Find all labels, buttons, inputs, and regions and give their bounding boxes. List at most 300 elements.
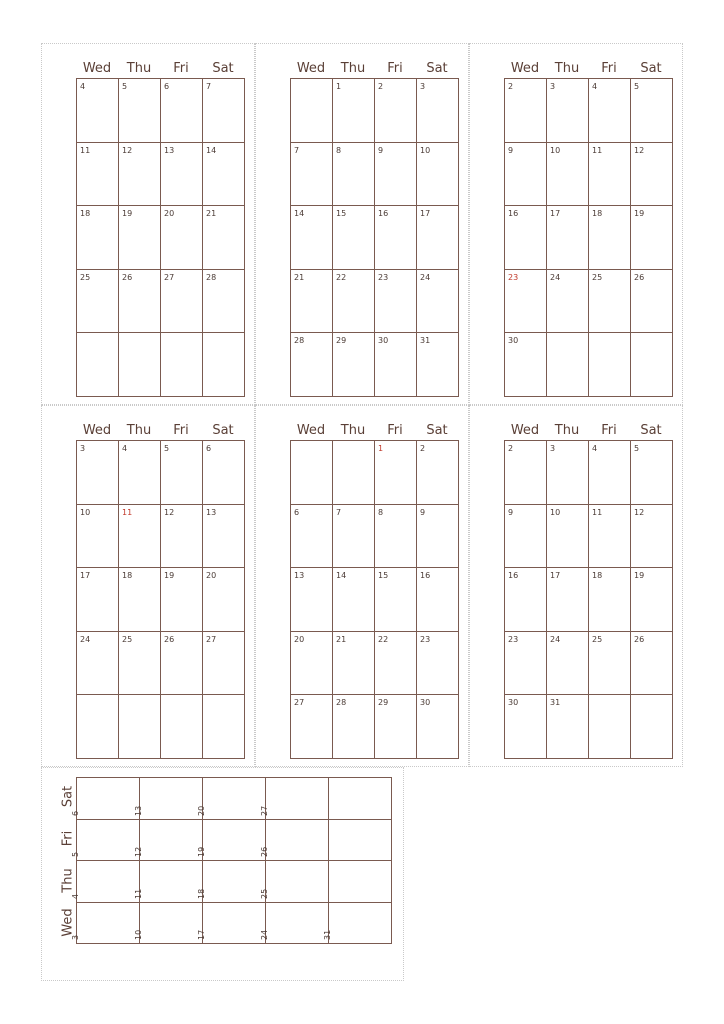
day-cell[interactable] bbox=[161, 142, 203, 206]
day-cell[interactable] bbox=[631, 206, 673, 270]
day-number: 10 bbox=[550, 145, 561, 155]
day-number: 23 bbox=[508, 634, 519, 644]
day-cell[interactable] bbox=[589, 206, 631, 270]
day-number: 24 bbox=[260, 929, 269, 940]
week-row bbox=[291, 504, 459, 568]
day-cell[interactable] bbox=[203, 206, 245, 270]
day-number: 11 bbox=[592, 145, 603, 155]
day-cell[interactable] bbox=[589, 568, 631, 632]
day-number: 4 bbox=[122, 444, 128, 453]
day-number: 20 bbox=[294, 634, 305, 644]
day-number: 3 bbox=[420, 82, 426, 91]
day-cell[interactable] bbox=[333, 206, 375, 270]
day-number: 27 bbox=[164, 272, 175, 282]
day-cell[interactable] bbox=[333, 441, 375, 505]
day-number: 3 bbox=[71, 934, 80, 940]
month-grid bbox=[290, 78, 459, 397]
day-cell[interactable] bbox=[291, 142, 333, 206]
week-row bbox=[291, 206, 459, 270]
weekday-row bbox=[77, 902, 392, 944]
day-number: 8 bbox=[336, 145, 342, 155]
day-cell[interactable] bbox=[203, 142, 245, 206]
day-cell[interactable] bbox=[291, 79, 333, 143]
weekday-header: Thu bbox=[554, 423, 580, 438]
day-cell[interactable] bbox=[631, 695, 673, 759]
day-cell[interactable] bbox=[547, 79, 589, 143]
day-cell[interactable] bbox=[547, 333, 589, 397]
day-cell[interactable] bbox=[77, 142, 119, 206]
day-number: 24 bbox=[550, 634, 561, 644]
day-cell[interactable] bbox=[119, 695, 161, 759]
weekday-header: Wed bbox=[296, 423, 326, 438]
week-row bbox=[291, 631, 459, 695]
day-cell[interactable] bbox=[260, 861, 329, 903]
weekday-header: Thu bbox=[340, 423, 366, 438]
day-cell[interactable] bbox=[197, 778, 266, 820]
day-cell[interactable] bbox=[161, 441, 203, 505]
day-number: 19 bbox=[122, 209, 133, 218]
day-cell[interactable] bbox=[77, 333, 119, 397]
day-cell[interactable] bbox=[329, 861, 392, 903]
month-grid-rotated bbox=[71, 777, 392, 944]
day-number: 23 bbox=[420, 634, 431, 644]
day-number: 6 bbox=[164, 82, 170, 91]
weekday-row bbox=[77, 819, 392, 861]
day-number: 12 bbox=[134, 846, 143, 857]
day-cell[interactable] bbox=[119, 142, 161, 206]
day-number: 11 bbox=[80, 145, 91, 155]
day-cell[interactable] bbox=[161, 568, 203, 632]
day-cell[interactable] bbox=[505, 333, 547, 397]
day-number: 9 bbox=[508, 507, 514, 517]
weekday-header: Wed bbox=[510, 423, 540, 438]
day-number: 4 bbox=[592, 82, 598, 91]
week-row bbox=[505, 79, 673, 143]
day-cell[interactable] bbox=[203, 695, 245, 759]
day-number: 16 bbox=[508, 209, 519, 218]
day-cell[interactable] bbox=[77, 568, 119, 632]
day-number: 6 bbox=[206, 444, 212, 453]
day-cell[interactable] bbox=[417, 333, 459, 397]
day-number: 30 bbox=[508, 336, 519, 345]
day-cell[interactable] bbox=[77, 206, 119, 270]
day-cell[interactable] bbox=[417, 142, 459, 206]
day-cell[interactable] bbox=[161, 695, 203, 759]
month-grid bbox=[76, 440, 245, 759]
day-cell[interactable] bbox=[161, 504, 203, 568]
weekday-header: Thu bbox=[126, 61, 152, 76]
week-row bbox=[291, 695, 459, 759]
day-number: 10 bbox=[134, 929, 143, 940]
day-number: 10 bbox=[550, 507, 561, 517]
weekday-row bbox=[77, 861, 392, 903]
day-cell[interactable] bbox=[547, 695, 589, 759]
day-cell[interactable] bbox=[631, 568, 673, 632]
day-cell[interactable] bbox=[71, 861, 140, 903]
day-number: 25 bbox=[260, 888, 269, 899]
week-row bbox=[291, 269, 459, 333]
week-row bbox=[505, 142, 673, 206]
day-cell[interactable] bbox=[291, 441, 333, 505]
day-cell[interactable] bbox=[375, 142, 417, 206]
day-number: 6 bbox=[71, 810, 80, 816]
day-cell[interactable] bbox=[589, 631, 631, 695]
day-number: 16 bbox=[508, 571, 519, 580]
day-number: 5 bbox=[634, 82, 640, 91]
day-cell[interactable] bbox=[589, 142, 631, 206]
day-number: 19 bbox=[164, 571, 175, 580]
day-cell[interactable] bbox=[505, 695, 547, 759]
day-number: 17 bbox=[550, 209, 561, 218]
day-cell[interactable] bbox=[203, 504, 245, 568]
day-number: 27 bbox=[206, 634, 217, 644]
day-cell[interactable] bbox=[291, 333, 333, 397]
day-cell[interactable] bbox=[547, 504, 589, 568]
weekday-header: Fri bbox=[387, 423, 403, 438]
day-number: 11 bbox=[122, 507, 133, 517]
day-cell[interactable] bbox=[589, 695, 631, 759]
day-cell[interactable] bbox=[589, 333, 631, 397]
day-cell[interactable] bbox=[547, 206, 589, 270]
day-cell[interactable] bbox=[323, 902, 392, 944]
day-cell[interactable] bbox=[589, 504, 631, 568]
weekday-header: Sat bbox=[426, 423, 448, 438]
week-row bbox=[77, 333, 245, 397]
weekday-header: Wed bbox=[60, 908, 76, 937]
day-number: 14 bbox=[336, 571, 347, 580]
day-cell[interactable] bbox=[203, 269, 245, 333]
day-number: 26 bbox=[164, 634, 175, 644]
day-number: 20 bbox=[206, 571, 217, 580]
day-cell[interactable] bbox=[71, 778, 140, 820]
day-cell[interactable] bbox=[505, 504, 547, 568]
day-number: 3 bbox=[80, 444, 86, 453]
day-number: 16 bbox=[378, 209, 389, 218]
weekday-header: Sat bbox=[426, 61, 448, 76]
day-cell[interactable] bbox=[291, 504, 333, 568]
day-number: 17 bbox=[197, 929, 206, 940]
day-cell[interactable] bbox=[417, 568, 459, 632]
week-row bbox=[291, 142, 459, 206]
weekday-header: Thu bbox=[60, 868, 76, 893]
week-row bbox=[77, 695, 245, 759]
day-cell[interactable] bbox=[161, 631, 203, 695]
day-cell[interactable] bbox=[119, 631, 161, 695]
day-cell[interactable] bbox=[203, 79, 245, 143]
weekday-header: Sat bbox=[640, 423, 662, 438]
weekday-header: Sat bbox=[60, 785, 76, 808]
day-cell[interactable] bbox=[631, 631, 673, 695]
day-number: 24 bbox=[420, 272, 431, 282]
day-number: 30 bbox=[508, 698, 519, 707]
day-number: 29 bbox=[336, 336, 347, 345]
day-cell[interactable] bbox=[119, 504, 161, 568]
day-number: 25 bbox=[592, 272, 603, 282]
day-cell[interactable] bbox=[119, 269, 161, 333]
day-cell[interactable] bbox=[77, 269, 119, 333]
weekday-header: Wed bbox=[82, 61, 112, 76]
week-row bbox=[77, 631, 245, 695]
day-cell[interactable] bbox=[547, 269, 589, 333]
day-cell[interactable] bbox=[119, 79, 161, 143]
day-cell[interactable] bbox=[375, 79, 417, 143]
day-cell[interactable] bbox=[333, 568, 375, 632]
day-cell[interactable] bbox=[631, 142, 673, 206]
day-cell[interactable] bbox=[291, 631, 333, 695]
day-cell[interactable] bbox=[329, 778, 392, 820]
day-cell[interactable] bbox=[203, 568, 245, 632]
week-row bbox=[505, 333, 673, 397]
day-number: 17 bbox=[80, 571, 91, 580]
weekday-header: Fri bbox=[601, 61, 617, 76]
weekday-header: Sat bbox=[640, 61, 662, 76]
day-cell[interactable] bbox=[161, 206, 203, 270]
day-cell[interactable] bbox=[71, 902, 140, 944]
day-cell[interactable] bbox=[417, 206, 459, 270]
day-number: 3 bbox=[550, 82, 556, 91]
day-cell[interactable] bbox=[119, 568, 161, 632]
weekday-header: Thu bbox=[340, 61, 366, 76]
day-cell[interactable] bbox=[134, 819, 203, 861]
day-number: 4 bbox=[71, 893, 80, 899]
day-number: 4 bbox=[80, 82, 86, 91]
day-cell[interactable] bbox=[77, 631, 119, 695]
week-row bbox=[505, 206, 673, 270]
day-cell[interactable] bbox=[333, 504, 375, 568]
day-number: 10 bbox=[80, 507, 91, 517]
week-row bbox=[77, 206, 245, 270]
month-grid bbox=[504, 78, 673, 397]
day-number: 18 bbox=[592, 571, 603, 580]
day-number: 9 bbox=[508, 145, 514, 155]
day-number: 13 bbox=[164, 145, 175, 155]
day-number: 23 bbox=[508, 272, 519, 282]
week-row bbox=[77, 269, 245, 333]
week-row bbox=[505, 441, 673, 505]
day-cell[interactable] bbox=[631, 504, 673, 568]
month-grid bbox=[290, 440, 459, 759]
day-cell[interactable] bbox=[291, 695, 333, 759]
week-row bbox=[291, 333, 459, 397]
day-number: 27 bbox=[260, 805, 269, 816]
day-cell[interactable] bbox=[291, 568, 333, 632]
day-number: 17 bbox=[420, 209, 431, 218]
day-cell[interactable] bbox=[333, 631, 375, 695]
day-cell[interactable] bbox=[417, 269, 459, 333]
weekday-header: Fri bbox=[173, 61, 189, 76]
day-cell[interactable] bbox=[77, 79, 119, 143]
day-cell[interactable] bbox=[631, 269, 673, 333]
day-number: 18 bbox=[197, 888, 206, 899]
week-row bbox=[505, 631, 673, 695]
day-cell[interactable] bbox=[197, 819, 266, 861]
day-number: 28 bbox=[294, 336, 305, 345]
day-cell[interactable] bbox=[291, 269, 333, 333]
week-row bbox=[77, 441, 245, 505]
day-number: 11 bbox=[134, 888, 143, 899]
day-number: 25 bbox=[592, 634, 603, 644]
weekday-header: Sat bbox=[212, 61, 234, 76]
day-cell[interactable] bbox=[77, 695, 119, 759]
day-cell[interactable] bbox=[589, 79, 631, 143]
day-number: 26 bbox=[260, 846, 269, 857]
day-number: 5 bbox=[164, 444, 170, 453]
day-cell[interactable] bbox=[631, 333, 673, 397]
week-row bbox=[77, 568, 245, 632]
day-cell[interactable] bbox=[417, 631, 459, 695]
week-row bbox=[77, 79, 245, 143]
day-cell[interactable] bbox=[547, 631, 589, 695]
day-number: 27 bbox=[294, 698, 305, 707]
day-number: 30 bbox=[420, 698, 431, 707]
day-cell[interactable] bbox=[260, 778, 329, 820]
day-cell[interactable] bbox=[505, 206, 547, 270]
day-number: 5 bbox=[634, 444, 640, 453]
day-cell[interactable] bbox=[375, 333, 417, 397]
week-row bbox=[77, 142, 245, 206]
day-cell[interactable] bbox=[547, 142, 589, 206]
day-cell[interactable] bbox=[77, 441, 119, 505]
day-cell[interactable] bbox=[589, 441, 631, 505]
day-cell[interactable] bbox=[197, 902, 266, 944]
day-number: 1 bbox=[378, 444, 384, 453]
day-number: 19 bbox=[634, 209, 645, 218]
day-cell[interactable] bbox=[417, 79, 459, 143]
day-cell[interactable] bbox=[260, 819, 329, 861]
day-number: 22 bbox=[336, 272, 347, 282]
day-cell[interactable] bbox=[333, 269, 375, 333]
day-cell[interactable] bbox=[119, 206, 161, 270]
weekday-header: Thu bbox=[554, 61, 580, 76]
day-cell[interactable] bbox=[333, 79, 375, 143]
day-number: 24 bbox=[550, 272, 561, 282]
day-cell[interactable] bbox=[505, 269, 547, 333]
day-cell[interactable] bbox=[417, 695, 459, 759]
day-number: 7 bbox=[336, 507, 342, 517]
day-number: 18 bbox=[122, 571, 133, 580]
day-number: 10 bbox=[420, 145, 431, 155]
day-cell[interactable] bbox=[119, 333, 161, 397]
day-cell[interactable] bbox=[631, 79, 673, 143]
day-number: 4 bbox=[592, 444, 598, 453]
day-cell[interactable] bbox=[161, 79, 203, 143]
day-cell[interactable] bbox=[333, 695, 375, 759]
day-number: 25 bbox=[122, 634, 133, 644]
day-cell[interactable] bbox=[417, 504, 459, 568]
day-cell[interactable] bbox=[203, 631, 245, 695]
month-grid bbox=[504, 440, 673, 759]
day-cell[interactable] bbox=[375, 568, 417, 632]
day-number: 13 bbox=[294, 571, 305, 580]
day-cell[interactable] bbox=[631, 441, 673, 505]
day-cell[interactable] bbox=[291, 206, 333, 270]
month-grid bbox=[76, 78, 245, 397]
day-cell[interactable] bbox=[333, 142, 375, 206]
day-number: 21 bbox=[336, 634, 347, 644]
day-number: 16 bbox=[420, 571, 431, 580]
day-number: 21 bbox=[206, 209, 217, 218]
day-number: 9 bbox=[378, 145, 384, 155]
day-number: 21 bbox=[294, 272, 305, 282]
day-cell[interactable] bbox=[375, 695, 417, 759]
day-cell[interactable] bbox=[589, 269, 631, 333]
day-cell[interactable] bbox=[333, 333, 375, 397]
day-cell[interactable] bbox=[505, 568, 547, 632]
day-number: 22 bbox=[378, 634, 389, 644]
day-number: 28 bbox=[336, 698, 347, 707]
day-cell[interactable] bbox=[161, 333, 203, 397]
day-cell[interactable] bbox=[329, 819, 392, 861]
weekday-row bbox=[77, 778, 392, 820]
week-row bbox=[291, 441, 459, 505]
day-number: 2 bbox=[508, 444, 514, 453]
day-cell[interactable] bbox=[505, 142, 547, 206]
day-number: 15 bbox=[336, 209, 347, 218]
day-cell[interactable] bbox=[119, 441, 161, 505]
day-number: 17 bbox=[550, 571, 561, 580]
day-cell[interactable] bbox=[134, 861, 203, 903]
day-cell[interactable] bbox=[77, 504, 119, 568]
day-number: 5 bbox=[122, 82, 128, 91]
day-number: 9 bbox=[420, 507, 426, 517]
day-cell[interactable] bbox=[547, 568, 589, 632]
day-cell[interactable] bbox=[260, 902, 329, 944]
weekday-header: Wed bbox=[296, 61, 326, 76]
day-number: 31 bbox=[420, 336, 431, 345]
day-number: 15 bbox=[378, 571, 389, 580]
day-number: 7 bbox=[294, 145, 300, 155]
day-cell[interactable] bbox=[505, 441, 547, 505]
day-number: 12 bbox=[122, 145, 133, 155]
day-cell[interactable] bbox=[375, 631, 417, 695]
day-number: 19 bbox=[634, 571, 645, 580]
day-cell[interactable] bbox=[375, 504, 417, 568]
day-cell[interactable] bbox=[505, 631, 547, 695]
weekday-header: Sat bbox=[212, 423, 234, 438]
day-number: 14 bbox=[206, 145, 217, 155]
week-row bbox=[505, 504, 673, 568]
day-cell[interactable] bbox=[203, 333, 245, 397]
day-cell[interactable] bbox=[375, 441, 417, 505]
day-cell[interactable] bbox=[71, 819, 140, 861]
day-cell[interactable] bbox=[161, 269, 203, 333]
day-number: 26 bbox=[122, 272, 133, 282]
week-row bbox=[505, 695, 673, 759]
weekday-header: Wed bbox=[510, 61, 540, 76]
day-number: 28 bbox=[206, 272, 217, 282]
day-cell[interactable] bbox=[547, 441, 589, 505]
day-cell[interactable] bbox=[134, 902, 203, 944]
day-cell[interactable] bbox=[375, 206, 417, 270]
day-cell[interactable] bbox=[375, 269, 417, 333]
day-number: 12 bbox=[164, 507, 175, 517]
day-cell[interactable] bbox=[203, 441, 245, 505]
day-number: 26 bbox=[634, 634, 645, 644]
day-number: 25 bbox=[80, 272, 91, 282]
day-cell[interactable] bbox=[505, 79, 547, 143]
day-number: 24 bbox=[80, 634, 91, 644]
week-row bbox=[291, 79, 459, 143]
week-row bbox=[77, 504, 245, 568]
weekday-header: Fri bbox=[601, 423, 617, 438]
day-number: 1 bbox=[336, 82, 342, 91]
day-number: 2 bbox=[508, 82, 514, 91]
day-number: 12 bbox=[634, 507, 645, 517]
day-number: 2 bbox=[420, 444, 426, 453]
day-cell[interactable] bbox=[417, 441, 459, 505]
day-cell[interactable] bbox=[197, 861, 266, 903]
day-cell[interactable] bbox=[134, 778, 203, 820]
